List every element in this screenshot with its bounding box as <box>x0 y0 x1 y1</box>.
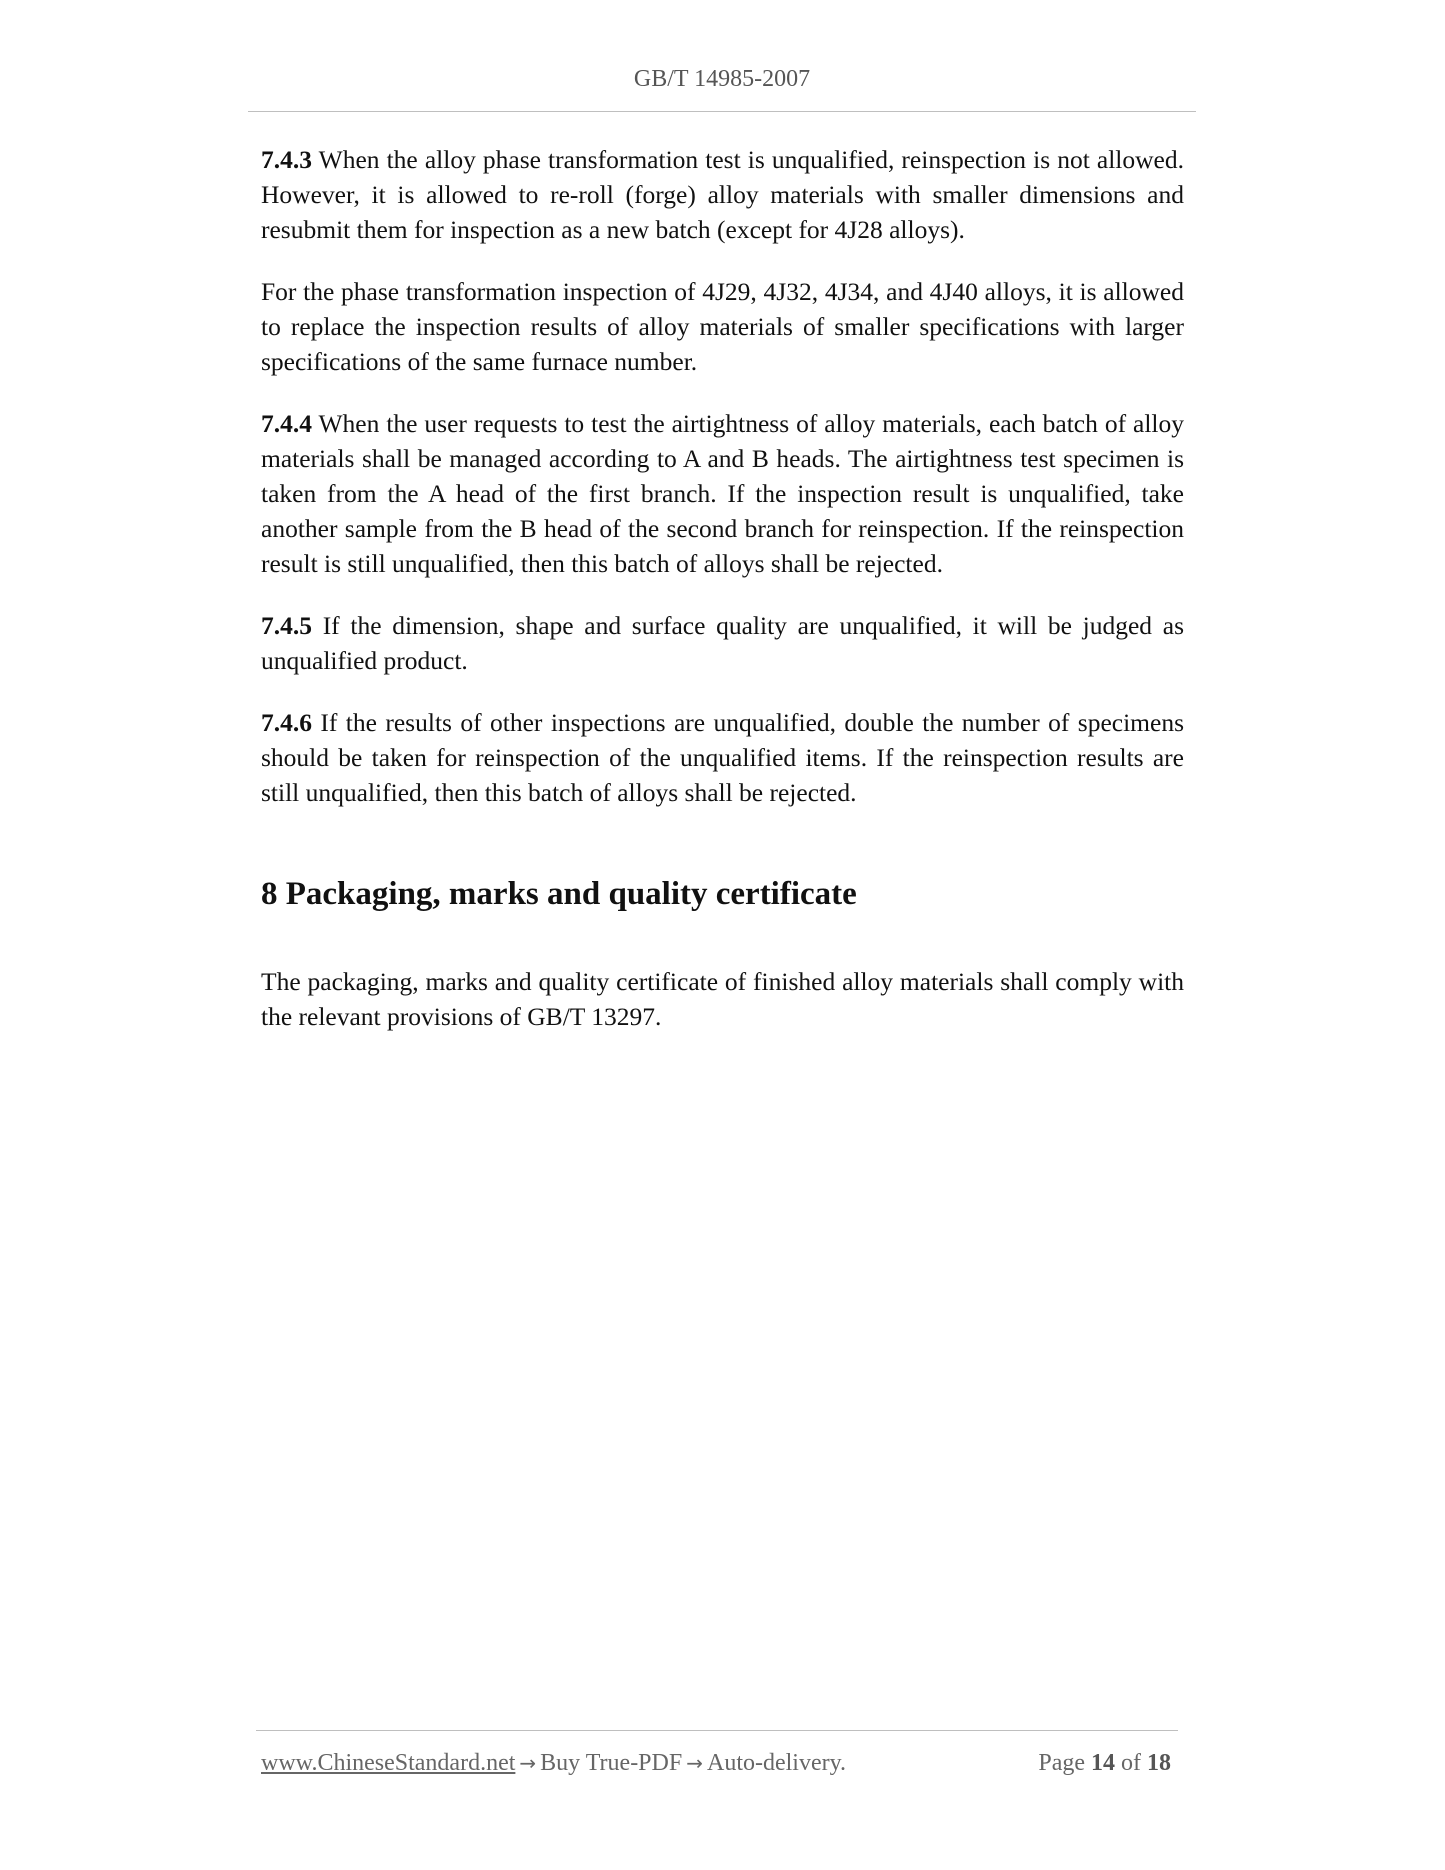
paragraph-7-4-6 <box>261 705 1184 810</box>
paragraph-phase-transformation <box>261 274 1184 379</box>
paragraph-text: For the phase transformation inspection of 4J29, 4J32, 4J34, and 4J40 alloys, it is allowed to replace the inspection results of alloy materials of smaller specifications with larger specifications of the same furnace number. <box>261 277 1184 376</box>
clause-number: 7.4.5 <box>261 611 312 640</box>
header-divider <box>248 111 1196 112</box>
clause-number: 7.4.6 <box>261 708 312 737</box>
page-number <box>1038 1750 1177 1777</box>
page-content <box>261 142 1184 1061</box>
page-label: Page <box>1038 1750 1085 1776</box>
document-id-header: GB/T 14985-2007 <box>633 66 811 92</box>
paragraph-text: When the user requests to test the airtightness of alloy materials, each batch of alloy materials shall be managed according to A and B heads. The airtightness test specimen is taken from the A head of the first branch. If the inspection result is unqualified, take another sample from the B head of the second branch for reinspection. If the reinspection result is still unqualified, then this batch of alloys shall be rejected. <box>261 409 1184 578</box>
of-label: of <box>1121 1750 1141 1776</box>
website-link[interactable]: www.ChineseStandard.net <box>261 1750 516 1776</box>
buy-step-text: Buy True-PDF <box>540 1750 683 1776</box>
paragraph-7-4-3 <box>261 142 1184 247</box>
section-heading: 8 Packaging, marks and quality certificate <box>261 876 857 912</box>
paragraph-7-4-4 <box>261 406 1184 581</box>
section-paragraph: The packaging, marks and quality certificate of finished alloy materials shall comply with the relevant provisions of GB/T 13297. <box>261 967 1184 1031</box>
arrow-right-icon: → <box>519 1751 537 1775</box>
current-page: 14 <box>1091 1750 1115 1776</box>
arrow-right-icon: → <box>686 1751 703 1775</box>
clause-number: 7.4.3 <box>261 145 312 174</box>
paragraph-text: If the dimension, shape and surface quality are unqualified, it will be judged as unqualified product. <box>261 611 1184 675</box>
paragraph-7-4-5 <box>261 608 1184 678</box>
paragraph-text: If the results of other inspections are unqualified, double the number of specimens should be taken for reinspection of the unqualified items. If the reinspection results are still unqualified, then this batch of alloys shall be rejected. <box>261 708 1184 807</box>
footer-promo <box>261 1750 846 1777</box>
clause-number: 7.4.4 <box>261 409 312 438</box>
footer-divider <box>256 1730 1178 1731</box>
delivery-step-text: Auto-delivery. <box>706 1750 847 1776</box>
paragraph-text: When the alloy phase transformation test is unqualified, reinspection is not allowed. However, it is allowed to re-roll (forge) alloy materials with smaller dimensions and resubmit them for inspection as a new batch (except for 4J28 alloys). <box>261 145 1184 244</box>
total-pages: 18 <box>1147 1750 1171 1776</box>
